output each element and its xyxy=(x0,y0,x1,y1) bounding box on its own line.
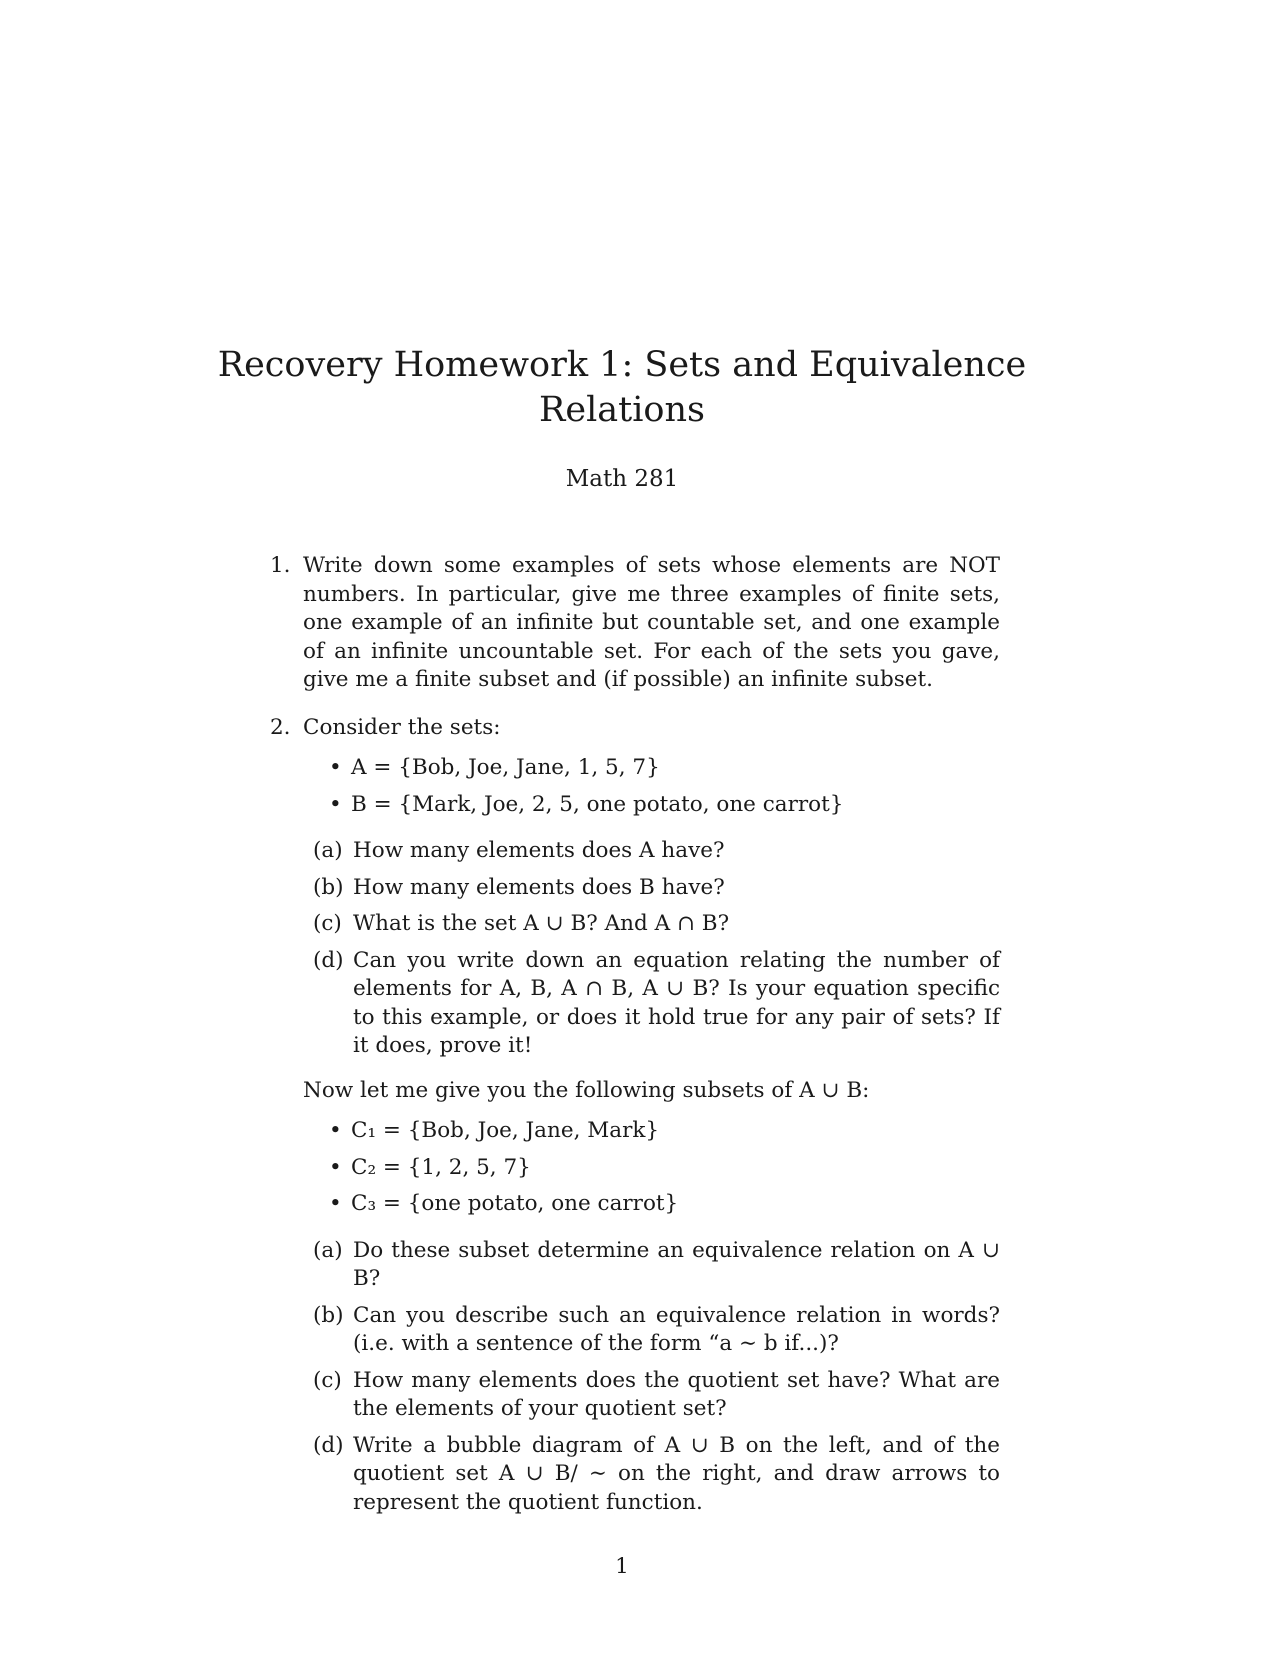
question-label: (c) xyxy=(313,1367,342,1393)
problem-1-text: Write down some examples of sets whose elements are NOT numbers. In particular, give me three examples of finite sets, one example of an infinite but countable set, and one example of an infinite uncountable set. For each of the sets you gave, give me a finite subset and (if possible) an infinite subset. xyxy=(303,553,1000,692)
question-label: (b) xyxy=(313,1302,344,1328)
question-item xyxy=(313,837,1000,866)
document-title xyxy=(0,343,1244,433)
set-definitions-list xyxy=(303,754,1000,819)
bullet-icon: • xyxy=(329,1154,342,1180)
questions-part-2 xyxy=(303,1237,1000,1518)
problem-2-number: 2. xyxy=(270,714,291,740)
set-definition xyxy=(329,754,1000,783)
problem-2 xyxy=(270,714,1000,1518)
set-definition xyxy=(329,791,1000,820)
subset-definition xyxy=(329,1154,1000,1183)
subset-c3-definition: C₃ = {one potato, one carrot} xyxy=(351,1191,679,1216)
subset-definition xyxy=(329,1190,1000,1219)
question-text: What is the set A ∪ B? And A ∩ B? xyxy=(353,911,730,936)
problem-list xyxy=(270,552,1000,1525)
question-label: (d) xyxy=(313,947,344,973)
set-b-definition: B = {Mark, Joe, 2, 5, one potato, one carrot} xyxy=(351,791,844,817)
question-label: (d) xyxy=(313,1432,344,1458)
title-line-1: Recovery Homework 1: Sets and Equivalence xyxy=(217,345,1027,385)
set-a-definition: A = {Bob, Joe, Jane, 1, 5, 7} xyxy=(351,755,660,780)
question-text: Can you describe such an equivalence relation in words? (i.e. with a sentence of the form “a ∼ b if...)? xyxy=(353,1302,1000,1356)
question-text: Can you write down an equation relating the number of elements for A, B, A ∩ B, A ∪ B? Is your equation specific to this example, or does it hold true for any pair of sets? If it does, prove it! xyxy=(353,947,1000,1058)
problem-1 xyxy=(270,552,1000,695)
subsets-intro: Now let me give you the following subsets of A ∪ B: xyxy=(303,1077,870,1103)
question-label: (a) xyxy=(313,838,343,863)
problem-2-intro: Consider the sets: xyxy=(303,714,501,740)
question-item xyxy=(313,910,1000,939)
bullet-icon: • xyxy=(329,791,342,817)
bullet-icon: • xyxy=(329,755,342,780)
question-text: How many elements does A have? xyxy=(353,838,725,863)
question-text: Do these subset determine an equivalence relation on A ∪ B? xyxy=(353,1237,1000,1291)
page-number: 1 xyxy=(615,1554,629,1579)
course-name: Math 281 xyxy=(565,466,679,492)
subset-definitions-list xyxy=(303,1117,1000,1219)
question-label: (b) xyxy=(313,874,344,900)
problem-1-number: 1. xyxy=(270,553,291,578)
question-label: (c) xyxy=(313,911,342,936)
question-item xyxy=(313,1367,1000,1424)
question-label: (a) xyxy=(313,1237,343,1263)
bullet-icon: • xyxy=(329,1118,342,1143)
question-text: Write a bubble diagram of A ∪ B on the left, and of the quotient set A ∪ B/ ∼ on the right, and draw arrows to represent the quotient function. xyxy=(353,1432,1000,1515)
question-item xyxy=(313,874,1000,903)
question-text: How many elements does the quotient set have? What are the elements of your quotient set? xyxy=(353,1367,1000,1421)
subset-definition xyxy=(329,1117,1000,1146)
subset-c2-definition: C₂ = {1, 2, 5, 7} xyxy=(351,1154,531,1180)
question-item xyxy=(313,1302,1000,1359)
subset-c1-definition: C₁ = {Bob, Joe, Jane, Mark} xyxy=(351,1118,660,1143)
question-item xyxy=(313,947,1000,1061)
title-line-2: Relations xyxy=(539,390,705,430)
bullet-icon: • xyxy=(329,1191,342,1216)
question-item xyxy=(313,1237,1000,1294)
question-text: How many elements does B have? xyxy=(353,874,725,900)
question-item xyxy=(313,1432,1000,1518)
questions-part-1 xyxy=(303,837,1000,1061)
